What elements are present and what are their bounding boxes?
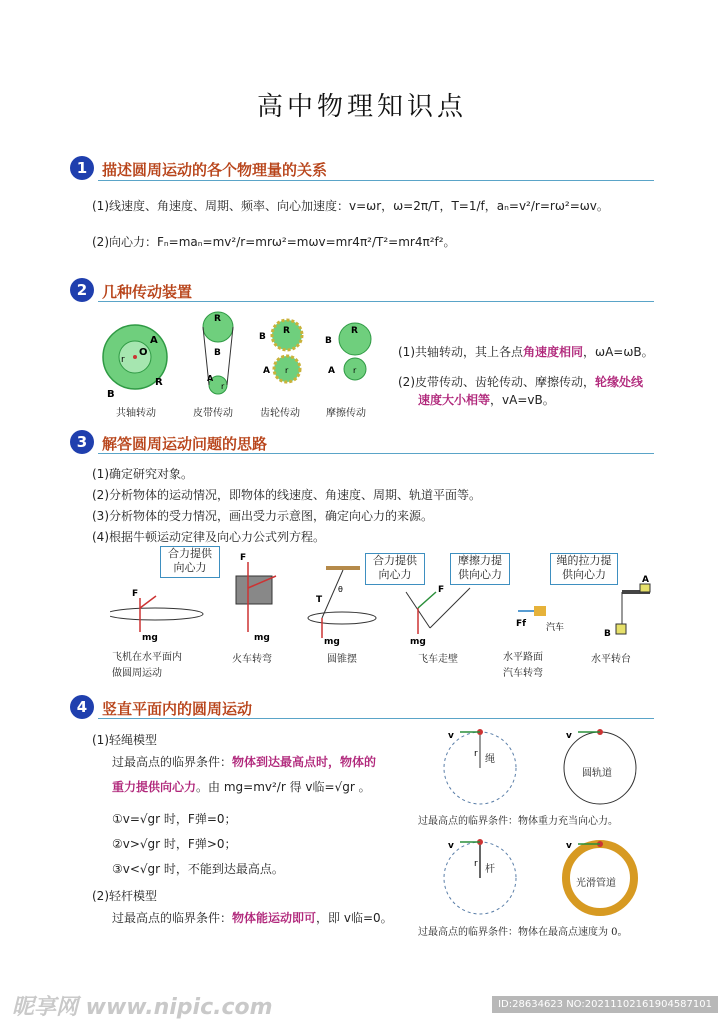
section-4-rule (98, 718, 654, 719)
svg-text:B: B (214, 348, 221, 358)
svg-text:F: F (438, 585, 445, 595)
svg-text:汽车: 汽车 (546, 623, 565, 633)
svg-text:F: F (132, 589, 139, 599)
svg-text:mg: mg (254, 633, 270, 643)
s3-step-4: (4)根据牛顿运动定律及向心力公式列方程。 (92, 530, 325, 544)
svg-text:B: B (604, 629, 611, 639)
s1-line-2: (2)向心力：Fₙ=maₙ=mv²/r=mrω²=mωv=mr4π²/T²=mr4π²f²。 (92, 235, 456, 249)
box-friction-force: 摩擦力提 供向心力 (450, 553, 510, 585)
label-rod: 杆 (485, 864, 495, 875)
svg-text:mg: mg (142, 633, 158, 643)
page-title: 高中物理知识点 (256, 92, 467, 122)
rod-model-figure (444, 839, 516, 914)
section-2-badge: 2 (70, 278, 94, 302)
svg-text:A: A (263, 366, 270, 376)
section-3-rule (98, 453, 654, 454)
section-1-badge: 1 (70, 156, 94, 180)
s3-step-1: (1)确定研究对象。 (92, 467, 193, 481)
section-3-title: 解答圆周运动问题的思路 (102, 435, 268, 453)
wall-ride-figure (406, 585, 470, 647)
s2-point-2-formula: ，vA=vB。 (490, 393, 555, 407)
s4-rod-cond (112, 909, 393, 926)
s4-rope-title: (1)轻绳模型 (92, 733, 157, 747)
friction-drive-figure (325, 323, 371, 380)
svg-text:v: v (566, 841, 572, 851)
turntable-figure (604, 575, 650, 639)
s4-rope-cond-line-2 (112, 778, 371, 795)
section-2-rule (98, 301, 654, 302)
caption-turntable: 水平转台 (591, 654, 631, 665)
svg-text:A: A (328, 366, 335, 376)
vertical-circle-diagrams (430, 728, 660, 933)
svg-text:v: v (448, 841, 454, 851)
svg-text:r: r (353, 366, 357, 375)
belt-drive-figure (203, 312, 233, 394)
s4-rod-cond-text: 过最高点的临界条件： (112, 911, 233, 925)
s2-point-2-text: (2)皮带传动、齿轮传动、摩擦传动， (398, 375, 595, 389)
s4-rod-cond-formula: ，即 v临=0。 (316, 911, 393, 925)
svg-text:v: v (566, 731, 572, 741)
svg-text:R: R (214, 314, 221, 324)
label-rope: 绳 (485, 754, 495, 765)
s4-rod-cond-highlight: 物体能运动即可 (232, 911, 317, 925)
svg-text:r: r (474, 749, 478, 759)
caption-gear: 齿轮传动 (260, 408, 300, 419)
s4-rope-cond-highlight-2: 重力提供向心力 (112, 780, 197, 794)
s4-rope-case-2: ②v>√gr 时，F弹>0； (112, 837, 237, 851)
caption-zero-speed: 过最高点的临界条件：物体在最高点速度为 0。 (418, 927, 628, 938)
airplane-figure (110, 589, 203, 643)
s2-point-2-highlight-1: 轮缘处线 (595, 375, 644, 389)
s1-line-1: (1)线速度、角速度、周期、频率、向心加速度：v=ωr，ω=2π/T，T=1/f，aₙ=v²/r=rω²=ωv。 (92, 199, 609, 213)
section-1-title: 描述圆周运动的各个物理量的关系 (102, 161, 328, 179)
svg-text:v: v (448, 731, 454, 741)
svg-text:r: r (121, 355, 125, 365)
s4-rope-cond-line-1 (112, 753, 376, 770)
svg-text:A: A (207, 374, 214, 383)
car-turn-figure (516, 606, 564, 633)
svg-text:Ff: Ff (516, 619, 527, 629)
train-figure (236, 553, 276, 643)
svg-text:r: r (474, 859, 478, 869)
watermark-id: ID:28634623 NO:20211102161904587101 (492, 996, 718, 1013)
section-1-rule (98, 180, 654, 181)
svg-text:A: A (150, 335, 158, 346)
caption-coaxial: 共轴转动 (116, 408, 156, 419)
s2-point-1-formula: ，ωA=ωB。 (583, 345, 654, 359)
box-net-force-2: 合力提供 向心力 (365, 553, 425, 585)
s3-step-3: (3)分析物体的受力情况，画出受力示意图，确定向心力的来源。 (92, 509, 434, 523)
svg-text:O: O (139, 347, 148, 358)
s2-point-1-highlight: 角速度相同 (523, 345, 584, 359)
svg-text:R: R (283, 326, 290, 336)
s4-rod-title: (2)轻杆模型 (92, 889, 157, 903)
s2-point-2-cont (418, 391, 555, 408)
gear-drive-figure (259, 320, 302, 382)
force-analysis-diagrams (110, 548, 670, 648)
s2-point-1 (398, 343, 654, 360)
caption-wall-ride: 飞车走壁 (418, 654, 458, 665)
s2-point-2-highlight-2: 速度大小相等 (418, 393, 491, 407)
s4-rope-cond-text: 过最高点的临界条件： (112, 755, 233, 769)
s3-step-2: (2)分析物体的运动情况，即物体的线速度、角速度、周期、轨道平面等。 (92, 488, 482, 502)
s4-rope-case-3: ③v<√gr 时，不能到达最高点。 (112, 862, 284, 876)
box-net-force-1: 合力提供 向心力 (160, 546, 220, 578)
label-smooth-tube: 光滑管道 (576, 878, 616, 889)
caption-conical-pendulum: 圆锥摆 (327, 654, 357, 665)
label-circular-track: 圆轨道 (582, 768, 612, 779)
svg-text:r: r (221, 382, 225, 391)
s4-rope-cond-highlight-1: 物体到达最高点时，物体的 (232, 755, 377, 769)
svg-text:F: F (240, 553, 247, 563)
section-4-title: 竖直平面内的圆周运动 (102, 700, 253, 718)
caption-belt: 皮带传动 (193, 408, 233, 419)
svg-text:B: B (107, 389, 115, 400)
svg-text:A: A (642, 575, 649, 585)
watermark-logo: 昵享网 www.nipic.com (12, 995, 273, 1020)
section-4-badge: 4 (70, 695, 94, 719)
section-2-title: 几种传动装置 (102, 283, 193, 301)
coaxial-wheel-figure (103, 325, 167, 400)
s4-rope-case-1: ①v=√gr 时，F弹=0； (112, 812, 237, 826)
rope-model-figure (444, 729, 516, 804)
caption-airplane: 飞机在水平面内 做圆周运动 (112, 652, 182, 679)
s2-point-1-text: (1)共轴转动，其上各点 (398, 345, 523, 359)
svg-text:mg: mg (324, 637, 340, 647)
caption-car-turn: 水平路面 汽车转弯 (503, 652, 543, 679)
svg-text:r: r (285, 366, 289, 375)
s2-point-2 (398, 373, 643, 390)
svg-text:R: R (155, 377, 163, 388)
svg-text:B: B (325, 336, 332, 346)
box-rope-tension: 绳的拉力提 供向心力 (550, 553, 618, 585)
caption-gravity-centripetal: 过最高点的临界条件：物体重力充当向心力。 (418, 816, 618, 827)
svg-text:T: T (316, 595, 323, 605)
svg-text:θ: θ (338, 585, 343, 594)
conical-pendulum-figure (308, 566, 376, 647)
svg-text:B: B (259, 332, 266, 342)
transmission-diagrams (95, 305, 395, 405)
s4-rope-cond-formula: 。由 mg=mv²/r 得 v临=√gr 。 (196, 780, 371, 794)
svg-text:mg: mg (410, 637, 426, 647)
caption-friction: 摩擦传动 (326, 408, 366, 419)
caption-train: 火车转弯 (232, 654, 272, 665)
svg-text:R: R (351, 326, 358, 336)
section-3-badge: 3 (70, 430, 94, 454)
